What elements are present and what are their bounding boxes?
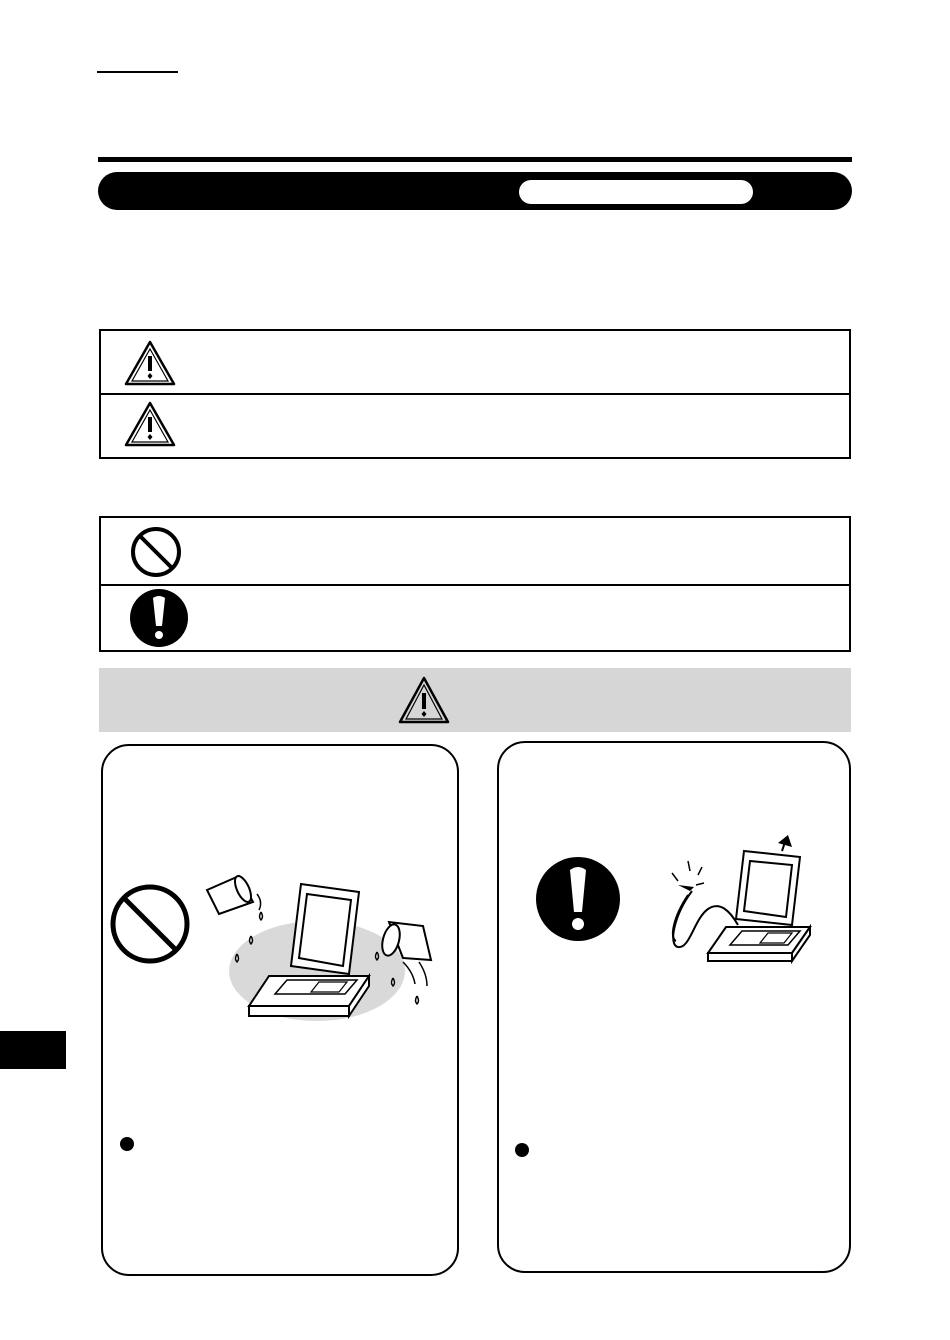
prohibition-circle-icon <box>129 525 183 579</box>
bullet-dot-icon <box>119 1136 135 1152</box>
laptop-liquid-spill-illustration <box>199 866 439 1026</box>
warning-panel-unplug <box>497 741 851 1273</box>
section-title-pill <box>519 180 753 204</box>
warning-heading-band <box>99 668 851 732</box>
laptop-unplug-illustration <box>664 835 824 975</box>
warning-triangle-icon <box>123 339 177 387</box>
mandatory-exclamation-icon <box>129 588 189 648</box>
section-thumb-tab <box>0 1031 66 1069</box>
hazard-legend-row-caution <box>101 395 849 457</box>
warning-triangle-icon <box>397 675 451 725</box>
header-short-rule <box>97 71 178 73</box>
header-rule <box>98 157 852 162</box>
prohibition-circle-icon <box>108 882 192 966</box>
action-legend-table <box>99 516 851 652</box>
hazard-legend-row-warning <box>101 331 849 395</box>
action-legend-row-mandatory <box>101 586 849 650</box>
warning-triangle-icon <box>123 400 177 448</box>
warning-panel-liquids <box>101 744 459 1276</box>
action-legend-row-prohibited <box>101 518 849 586</box>
mandatory-exclamation-icon <box>535 856 621 942</box>
hazard-legend-table <box>99 329 851 459</box>
bullet-dot-icon <box>514 1142 530 1158</box>
